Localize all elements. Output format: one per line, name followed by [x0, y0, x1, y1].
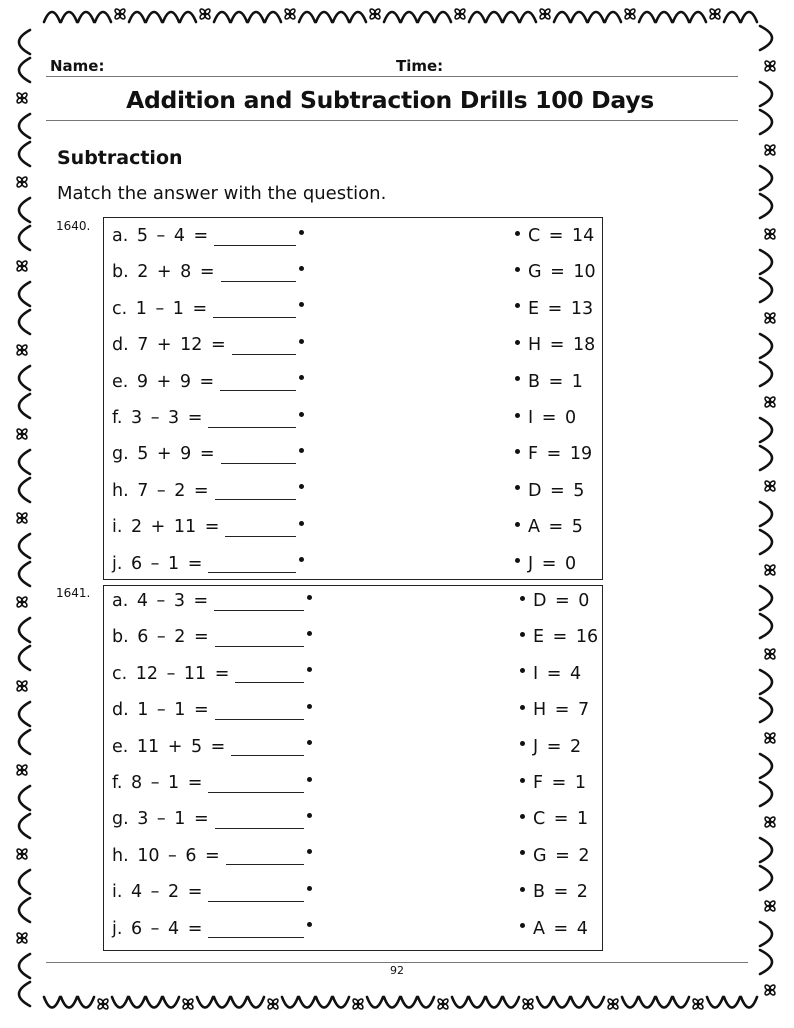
header-rule [46, 76, 738, 77]
answer-dot[interactable] [515, 340, 520, 345]
answer-text: G = 10 [528, 262, 596, 283]
question-dot[interactable] [299, 484, 304, 489]
flower-icon [764, 144, 776, 156]
answer-dot[interactable] [520, 778, 525, 783]
question-dot[interactable] [307, 595, 312, 600]
answer-text: J = 0 [528, 553, 577, 574]
name-label: Name: [50, 57, 105, 75]
question-text: c. 12 – 11 = [112, 663, 230, 684]
flower-icon [764, 396, 776, 408]
answer-option [515, 367, 583, 397]
question-row [112, 512, 304, 542]
question-text: i. 2 + 11 = [112, 517, 220, 538]
title-rule [46, 120, 738, 121]
question-row [112, 768, 312, 798]
question-dot[interactable] [299, 302, 304, 307]
question-text: e. 11 + 5 = [112, 736, 226, 757]
answer-text: D = 0 [533, 591, 590, 611]
flower-icon [764, 816, 776, 828]
flower-icon [692, 998, 704, 1010]
answer-dot[interactable] [515, 558, 520, 563]
question-text: d. 7 + 12 = [112, 335, 226, 356]
question-row [112, 877, 312, 907]
answer-blank[interactable] [232, 336, 296, 355]
answer-dot[interactable] [520, 814, 525, 819]
question-text: h. 10 – 6 = [112, 845, 220, 866]
question-dot[interactable] [307, 777, 312, 782]
question-row [112, 330, 304, 360]
question-row [112, 367, 304, 397]
flower-icon [97, 998, 109, 1010]
answer-blank[interactable] [215, 701, 304, 720]
flower-icon [16, 176, 28, 188]
question-row [112, 695, 312, 725]
flower-icon [284, 8, 296, 20]
flower-icon [437, 998, 449, 1010]
answer-dot[interactable] [520, 632, 525, 637]
answer-text: E = 16 [533, 627, 599, 648]
question-dot[interactable] [299, 557, 304, 562]
answer-option [520, 732, 581, 762]
answer-option [520, 804, 588, 834]
flower-icon [16, 92, 28, 104]
flower-icon [16, 260, 28, 272]
answer-blank[interactable] [213, 299, 296, 318]
answer-option [515, 221, 594, 251]
answer-option [515, 330, 595, 360]
question-dot[interactable] [299, 230, 304, 235]
answer-dot[interactable] [520, 705, 525, 710]
flower-icon [267, 998, 279, 1010]
question-text: j. 6 – 4 = [112, 918, 203, 939]
answer-dot[interactable] [515, 267, 520, 272]
answer-text: D = 5 [528, 480, 585, 501]
answer-option [515, 403, 576, 433]
flower-icon [709, 8, 721, 20]
answer-dot[interactable] [520, 596, 525, 601]
question-row [112, 439, 304, 469]
question-dot[interactable] [307, 704, 312, 709]
answer-blank[interactable] [214, 592, 304, 611]
answer-dot[interactable] [520, 923, 525, 928]
flower-icon [16, 344, 28, 356]
question-row [112, 549, 304, 579]
flower-icon [352, 998, 364, 1010]
answer-text: C = 1 [533, 809, 589, 830]
answer-dot[interactable] [520, 887, 525, 892]
time-label: Time: [396, 57, 444, 75]
question-text: d. 1 – 1 = [112, 700, 209, 721]
answer-dot[interactable] [520, 850, 525, 855]
answer-text: H = 7 [533, 700, 590, 721]
border-right [760, 26, 772, 974]
answer-text: C = 14 [528, 226, 595, 246]
footer-rule [46, 962, 748, 963]
answer-option [520, 914, 588, 944]
answer-dot[interactable] [515, 449, 520, 454]
answer-dot[interactable] [515, 231, 520, 236]
question-text: a. 5 – 4 = [112, 226, 209, 246]
question-text: b. 2 + 8 = [112, 262, 215, 283]
question-text: i. 4 – 2 = [112, 882, 203, 903]
answer-blank[interactable] [235, 664, 304, 683]
question-text: f. 8 – 1 = [112, 773, 203, 793]
answer-dot[interactable] [520, 668, 525, 673]
section-title: Subtraction [57, 147, 183, 169]
flower-icon [199, 8, 211, 20]
answer-text: B = 2 [533, 882, 588, 903]
answer-text: E = 13 [528, 298, 594, 319]
answer-blank[interactable] [215, 810, 304, 829]
answer-blank[interactable] [208, 919, 304, 938]
answer-text: I = 4 [533, 663, 582, 684]
answer-blank[interactable] [208, 774, 304, 793]
question-row [112, 732, 312, 762]
answer-dot[interactable] [520, 741, 525, 746]
question-text: c. 1 – 1 = [112, 298, 208, 319]
answer-dot[interactable] [515, 303, 520, 308]
question-dot[interactable] [299, 339, 304, 344]
question-dot[interactable] [307, 886, 312, 891]
question-dot[interactable] [299, 521, 304, 526]
question-text: h. 7 – 2 = [112, 480, 209, 501]
answer-blank[interactable] [215, 481, 296, 500]
answer-blank[interactable] [215, 628, 304, 647]
question-dot[interactable] [299, 375, 304, 380]
question-dot[interactable] [299, 412, 304, 417]
question-row [112, 586, 312, 616]
flower-icon [764, 60, 776, 72]
flower-icon [522, 998, 534, 1010]
answer-blank[interactable] [226, 846, 304, 865]
answer-blank[interactable] [231, 737, 304, 756]
answer-text: J = 2 [533, 736, 582, 757]
answer-dot[interactable] [515, 522, 520, 527]
answer-option [520, 768, 586, 798]
answer-option [515, 439, 592, 469]
flower-icon [764, 984, 776, 996]
answer-blank[interactable] [221, 445, 296, 464]
flower-icon [764, 312, 776, 324]
question-text: a. 4 – 3 = [112, 591, 209, 611]
flower-icon [16, 512, 28, 524]
question-text: e. 9 + 9 = [112, 371, 215, 392]
answer-option [515, 549, 576, 579]
flower-icon [607, 998, 619, 1010]
answer-option [520, 586, 589, 616]
answer-dot[interactable] [515, 485, 520, 490]
flower-icon [16, 848, 28, 860]
question-row [112, 403, 304, 433]
answer-text: F = 1 [533, 773, 586, 793]
flower-icon [16, 428, 28, 440]
answer-option [515, 257, 596, 287]
drill-number: 1640. [56, 219, 91, 233]
flower-icon [114, 8, 126, 20]
answer-text: I = 0 [528, 408, 577, 428]
question-dot[interactable] [307, 849, 312, 854]
flower-icon [764, 900, 776, 912]
flower-icon [16, 680, 28, 692]
flower-icon [16, 596, 28, 608]
question-row [112, 294, 304, 324]
question-row [112, 804, 312, 834]
page-title: Addition and Subtraction Drills 100 Days [126, 86, 654, 114]
question-dot[interactable] [307, 813, 312, 818]
answer-option [520, 695, 589, 725]
answer-text: A = 5 [528, 517, 583, 538]
answer-blank[interactable] [220, 372, 296, 391]
answer-option [520, 659, 581, 689]
flower-icon [764, 732, 776, 744]
answer-text: B = 1 [528, 371, 583, 392]
page-number: 92 [390, 964, 404, 977]
answer-blank[interactable] [208, 554, 296, 573]
question-dot[interactable] [299, 448, 304, 453]
question-dot[interactable] [307, 740, 312, 745]
flower-icon [454, 8, 466, 20]
border-bottom [44, 997, 757, 1008]
question-row [112, 659, 312, 689]
answer-dot[interactable] [515, 413, 520, 418]
flower-icon [16, 764, 28, 776]
question-text: j. 6 – 1 = [112, 553, 203, 574]
question-row [112, 622, 312, 652]
answer-text: F = 19 [528, 444, 593, 465]
question-row [112, 914, 312, 944]
question-text: g. 5 + 9 = [112, 444, 215, 465]
flower-icon [764, 228, 776, 240]
flower-icon [764, 564, 776, 576]
answer-text: A = 4 [533, 918, 588, 939]
question-row [112, 841, 312, 871]
flower-icon [539, 8, 551, 20]
answer-option [515, 512, 583, 542]
answer-blank[interactable] [225, 518, 296, 537]
question-row [112, 257, 304, 287]
answer-blank[interactable] [221, 263, 296, 282]
answer-text: H = 18 [528, 335, 596, 356]
answer-option [520, 622, 598, 652]
instructions: Match the answer with the question. [57, 183, 387, 204]
flower-icon [16, 932, 28, 944]
question-text: b. 6 – 2 = [112, 627, 209, 648]
border-top [44, 12, 757, 22]
answer-blank[interactable] [208, 883, 304, 902]
question-dot[interactable] [307, 667, 312, 672]
flower-icon [182, 998, 194, 1010]
question-dot[interactable] [307, 922, 312, 927]
answer-option [520, 841, 589, 871]
answer-option [520, 877, 588, 907]
flower-icon [764, 480, 776, 492]
answer-blank[interactable] [208, 409, 296, 428]
answer-option [515, 294, 593, 324]
answer-dot[interactable] [515, 376, 520, 381]
question-dot[interactable] [307, 631, 312, 636]
flower-icon [764, 648, 776, 660]
flower-icon [369, 8, 381, 20]
question-text: g. 3 – 1 = [112, 809, 209, 830]
question-row [112, 476, 304, 506]
answer-option [515, 476, 584, 506]
answer-text: G = 2 [533, 845, 590, 866]
answer-blank[interactable] [214, 227, 296, 246]
question-dot[interactable] [299, 266, 304, 271]
question-row [112, 221, 304, 251]
drill-number: 1641. [56, 586, 91, 600]
flower-icon [624, 8, 636, 20]
question-text: f. 3 – 3 = [112, 408, 203, 428]
